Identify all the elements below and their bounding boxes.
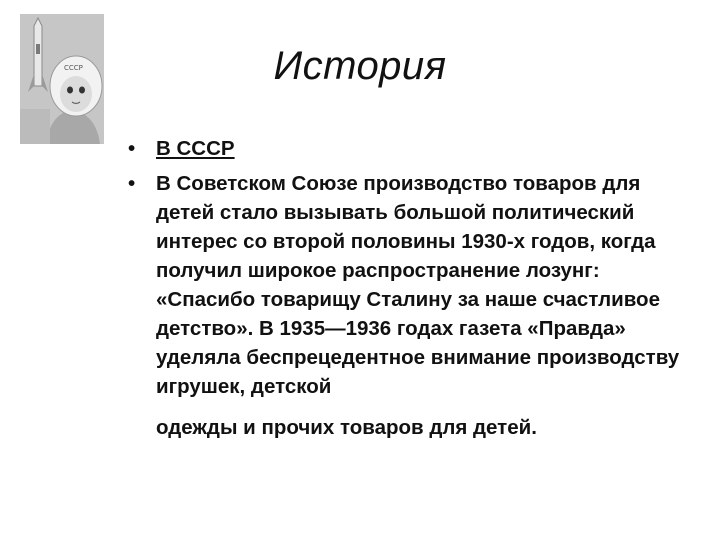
- bullet-list: [126, 134, 696, 448]
- bullet-text: В СССР: [156, 137, 235, 160]
- bullet-marker: •: [128, 137, 136, 160]
- bullet-text: В Советском Союзе производство товаров для детей стало вызывать большой политический интерес со второй половины 1930-х годов, когда получил широкое распространение лозунг: «Спасибо товарищу Сталину за наше счастливое детство». В 1935—1936 годах газета «Правда» уделяла беспрецедентное внимание производству игрушек, детской: [156, 172, 680, 398]
- helmet-label: СССР: [64, 64, 83, 72]
- bullet-item: [126, 134, 696, 163]
- bullet-marker: •: [128, 172, 136, 195]
- slide-title: История: [273, 44, 447, 88]
- bullet-text-tail: одежды и прочих товаров для детей.: [156, 416, 537, 439]
- cosmonaut-doll-photo: [20, 14, 104, 144]
- bullet-item: [126, 169, 696, 442]
- doll-illustration: [20, 14, 104, 144]
